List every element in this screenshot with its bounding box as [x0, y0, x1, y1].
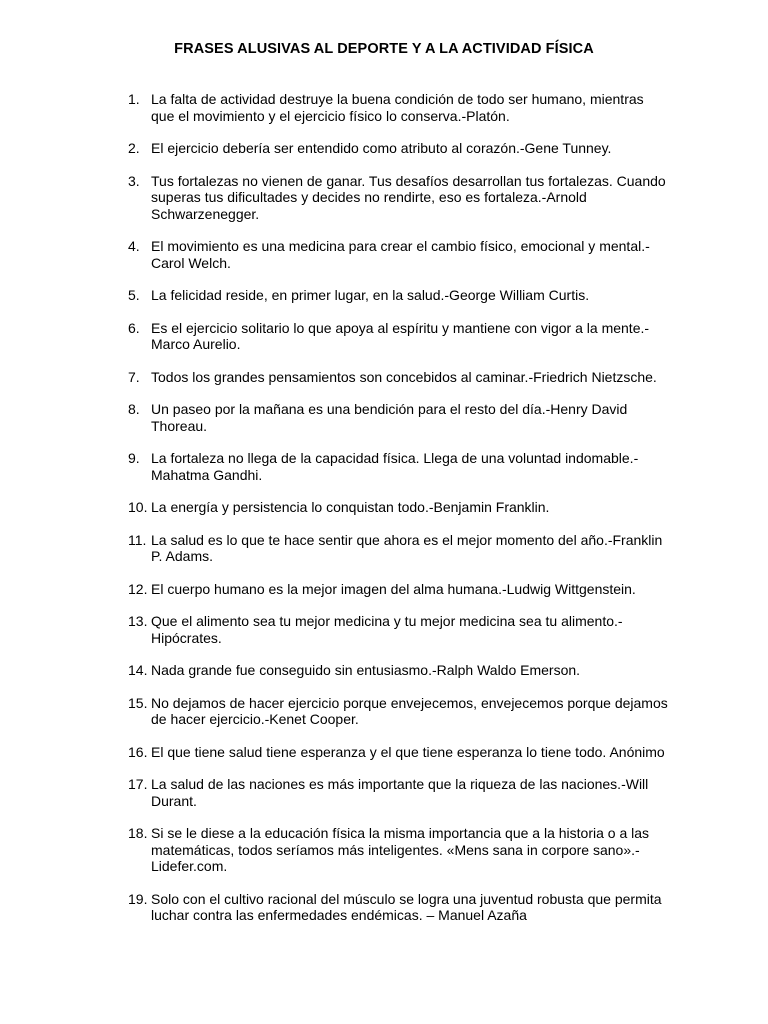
document-title: FRASES ALUSIVAS AL DEPORTE Y A LA ACTIVIDAD FÍSICA — [174, 41, 594, 57]
item-number: 16. — [128, 743, 148, 760]
list-item — [128, 91, 668, 124]
item-text: Nada grande fue conseguido sin entusiasmo.-Ralph Waldo Emerson. — [151, 662, 581, 678]
item-text: Que el alimento sea tu mejor medicina y tu mejor medicina sea tu alimento.-Hipócrates. — [151, 613, 623, 646]
list-item — [128, 891, 668, 924]
item-number: 10. — [128, 499, 148, 515]
list-item — [128, 287, 668, 304]
item-number: 2. — [128, 140, 140, 156]
list-item — [128, 695, 668, 728]
list-item — [128, 369, 668, 386]
list-item — [128, 401, 668, 434]
item-text: No dejamos de hacer ejercicio porque envejecemos, envejecemos porque dejamos de hacer ejercicio.-Kenet Cooper. — [151, 694, 668, 727]
item-number: 9. — [128, 450, 140, 466]
item-text: La fortaleza no llega de la capacidad física. Llega de una voluntad indomable.-Mahatma Gandhi. — [151, 450, 639, 483]
list-item — [128, 140, 668, 157]
item-number: 7. — [128, 368, 140, 385]
list-item — [128, 581, 668, 598]
item-number: 1. — [128, 91, 140, 107]
item-number: 5. — [128, 287, 140, 303]
list-item — [128, 744, 668, 761]
item-text: Es el ejercicio solitario lo que apoya al espíritu y mantiene con vigor a la mente.-Marco Aurelio. — [151, 319, 650, 352]
list-item — [128, 776, 668, 809]
item-text: Si se le diese a la educación física la misma importancia que a la historia o a las matemáticas, todos seríamos más inteligentes. «Mens sana in corpore sano».-Lidefer.com. — [151, 825, 650, 874]
item-text: La felicidad reside, en primer lugar, en la salud.-George William Curtis. — [151, 287, 590, 303]
item-number: 17. — [128, 776, 148, 792]
list-item — [128, 662, 668, 679]
item-text: El ejercicio debería ser entendido como atributo al corazón.-Gene Tunney. — [151, 140, 612, 156]
item-text: Un paseo por la mañana es una bendición para el resto del día.-Henry David Thoreau. — [151, 401, 628, 434]
item-text: La energía y persistencia lo conquistan todo.-Benjamin Franklin. — [151, 499, 550, 515]
item-number: 13. — [128, 613, 148, 629]
list-item — [128, 238, 668, 271]
quotes-list — [128, 91, 668, 940]
list-item — [128, 532, 668, 565]
item-number: 15. — [128, 694, 148, 711]
item-text: La salud de las naciones es más importante que la riqueza de las naciones.-Will Durant. — [151, 776, 649, 809]
item-text: Solo con el cultivo racional del músculo se logra una juventud robusta que permita luchar contra las enfermedades endémicas. – Manuel Azaña — [151, 890, 662, 923]
item-text: El que tiene salud tiene esperanza y el que tiene esperanza lo tiene todo. Anónimo — [151, 743, 665, 760]
item-number: 8. — [128, 401, 140, 417]
item-text: La falta de actividad destruye la buena condición de todo ser humano, mientras que el movimiento y el ejercicio físico lo conserva.-Platón. — [151, 91, 644, 124]
item-number: 11. — [128, 531, 147, 548]
list-item — [128, 173, 668, 223]
list-item — [128, 450, 668, 483]
item-text: Todos los grandes pensamientos son concebidos al caminar.-Friedrich Nietzsche. — [151, 368, 657, 385]
item-number: 12. — [128, 580, 148, 597]
item-number: 6. — [128, 319, 140, 336]
list-item — [128, 613, 668, 646]
item-number: 3. — [128, 172, 140, 189]
list-item — [128, 499, 668, 516]
item-number: 18. — [128, 825, 148, 841]
item-text: La salud es lo que te hace sentir que ahora es el mejor momento del año.-Franklin P. Adams. — [151, 531, 663, 564]
item-number: 19. — [128, 890, 148, 907]
item-text: El movimiento es una medicina para crear el cambio físico, emocional y mental.-Carol Welch. — [151, 238, 650, 271]
item-text: El cuerpo humano es la mejor imagen del alma humana.-Ludwig Wittgenstein. — [151, 580, 636, 597]
item-number: 4. — [128, 238, 140, 254]
list-item — [128, 320, 668, 353]
item-number: 14. — [128, 662, 148, 678]
item-text: Tus fortalezas no vienen de ganar. Tus desafíos desarrollan tus fortalezas. Cuando superas tus dificultades y decides no rendirte, eso es fortaleza.-Arnold Schwarzenegger. — [151, 172, 666, 222]
list-item — [128, 825, 668, 875]
